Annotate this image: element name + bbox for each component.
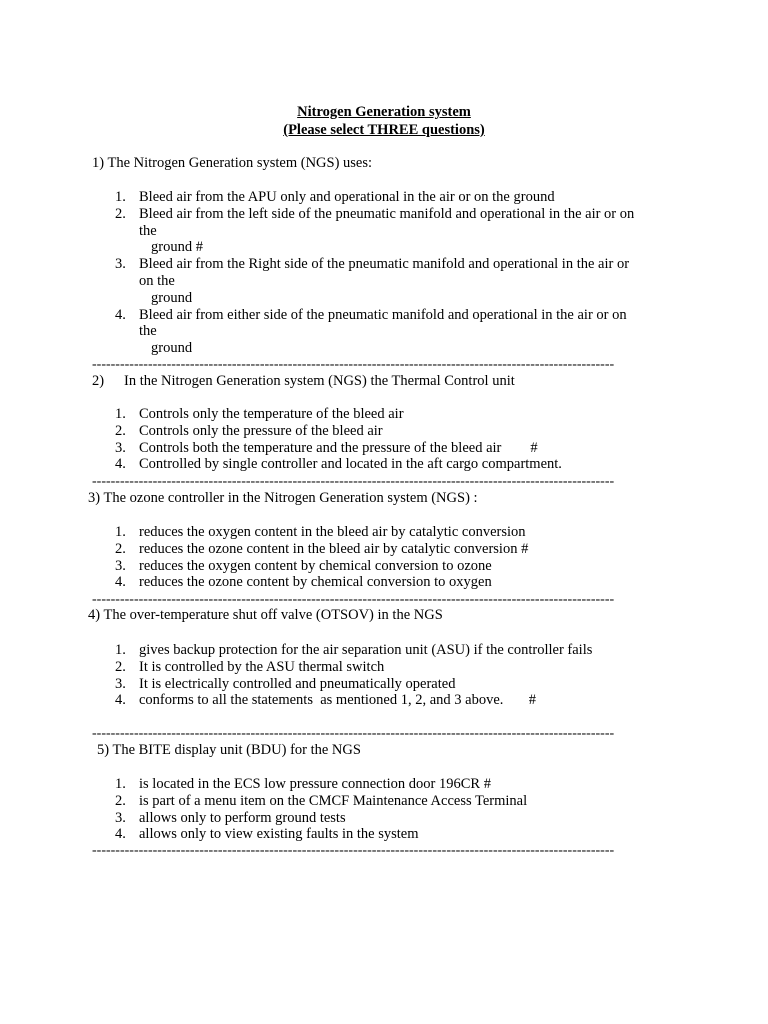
option-number: 4. <box>115 456 126 473</box>
option-text-continued: ground <box>151 340 193 357</box>
option-item <box>115 558 675 575</box>
question-4-heading <box>88 607 443 624</box>
option-number: 4. <box>115 306 126 323</box>
option-text: reduces the ozone content in the bleed air by catalytic conversion # <box>139 540 529 557</box>
option-text: Controls only the pressure of the bleed air <box>139 422 383 439</box>
option-number: 1. <box>115 524 126 540</box>
option-text-continued: the <box>139 323 157 340</box>
option-item <box>115 206 675 256</box>
question-2-options <box>115 406 675 473</box>
option-item <box>115 256 675 306</box>
option-number: 3. <box>115 809 126 826</box>
divider: ---------------------------------------------------------------------------------------------------------------- <box>92 477 615 487</box>
option-item <box>115 642 675 659</box>
option-text-continued: ground # <box>151 239 203 256</box>
option-item <box>115 440 675 457</box>
option-text: Controlled by single controller and located in the aft cargo compartment. <box>139 456 562 473</box>
option-item <box>115 692 675 709</box>
option-item <box>115 189 675 206</box>
option-number: 1. <box>115 642 126 658</box>
option-text: Bleed air from either side of the pneumatic manifold and operational in the air or on <box>139 306 627 323</box>
option-item <box>115 456 675 473</box>
question-text: The over-temperature shut off valve (OTSOV) in the NGS <box>103 607 443 623</box>
option-text: Bleed air from the left side of the pneumatic manifold and operational in the air or on <box>139 205 635 222</box>
option-number: 2. <box>115 205 126 222</box>
option-item <box>115 307 675 357</box>
option-text: is located in the ECS low pressure connection door 196CR # <box>139 776 491 792</box>
option-item <box>115 659 675 676</box>
question-number: 3) <box>88 490 101 506</box>
option-item <box>115 676 675 693</box>
option-number: 3. <box>115 675 126 692</box>
question-1-heading <box>92 155 372 172</box>
option-number: 4. <box>115 574 126 591</box>
question-1-options <box>115 189 675 357</box>
option-text: reduces the oxygen content by chemical conversion to ozone <box>139 557 492 574</box>
option-item <box>115 810 675 827</box>
option-text: allows only to perform ground tests <box>139 809 346 826</box>
question-text: The ozone controller in the Nitrogen Generation system (NGS) : <box>103 490 478 506</box>
question-text: In the Nitrogen Generation system (NGS) the Thermal Control unit <box>124 373 515 389</box>
option-text: Bleed air from the APU only and operational in the air or on the ground <box>139 189 555 205</box>
option-text: reduces the ozone content by chemical conversion to oxygen <box>139 574 492 591</box>
option-text: reduces the oxygen content in the bleed air by catalytic conversion <box>139 524 526 540</box>
option-item <box>115 541 675 558</box>
question-number: 5) <box>97 742 110 758</box>
option-text: It is electrically controlled and pneumatically operated <box>139 675 456 692</box>
question-3-options <box>115 524 675 591</box>
question-text: The Nitrogen Generation system (NGS) uses: <box>107 155 373 171</box>
option-item <box>115 826 675 843</box>
option-item <box>115 574 675 591</box>
question-2-heading <box>92 373 515 390</box>
question-text: The BITE display unit (BDU) for the NGS <box>112 742 361 758</box>
option-number: 3. <box>115 557 126 574</box>
option-text: It is controlled by the ASU thermal switch <box>139 658 385 675</box>
option-number: 2. <box>115 422 126 439</box>
option-number: 2. <box>115 540 126 557</box>
divider: ---------------------------------------------------------------------------------------------------------------- <box>92 360 615 370</box>
option-text: gives backup protection for the air separation unit (ASU) if the controller fails <box>139 642 593 658</box>
option-number: 4. <box>115 692 126 709</box>
question-5-options <box>115 776 675 843</box>
option-item <box>115 406 675 423</box>
divider: ---------------------------------------------------------------------------------------------------------------- <box>92 729 615 739</box>
question-4-options <box>115 642 675 709</box>
option-text-continued: on the <box>139 272 175 289</box>
question-number: 1) <box>92 155 105 171</box>
option-text-continued: the <box>139 222 157 239</box>
option-number: 2. <box>115 658 126 675</box>
question-5-heading <box>97 742 361 759</box>
option-number: 3. <box>115 256 126 273</box>
option-item <box>115 793 675 810</box>
option-item <box>115 524 675 541</box>
option-text-continued: ground <box>151 289 193 306</box>
question-number: 2) <box>92 373 105 389</box>
option-text: allows only to view existing faults in the system <box>139 826 419 843</box>
option-item <box>115 776 675 793</box>
option-number: 1. <box>115 776 126 792</box>
option-text: Controls both the temperature and the pressure of the bleed air # <box>139 439 538 456</box>
option-text: conforms to all the statements as mentioned 1, 2, and 3 above. # <box>139 692 537 709</box>
option-number: 1. <box>115 406 126 422</box>
option-number: 2. <box>115 792 126 809</box>
divider: ---------------------------------------------------------------------------------------------------------------- <box>92 846 615 856</box>
option-text: Bleed air from the Right side of the pneumatic manifold and operational in the air or <box>139 256 630 273</box>
question-number: 4) <box>88 607 101 623</box>
option-text: Controls only the temperature of the bleed air <box>139 406 404 422</box>
option-item <box>115 423 675 440</box>
option-number: 1. <box>115 189 126 205</box>
option-number: 3. <box>115 439 126 456</box>
divider: ---------------------------------------------------------------------------------------------------------------- <box>92 595 615 605</box>
option-number: 4. <box>115 826 126 843</box>
page-subtitle: (Please select THREE questions) <box>283 122 485 138</box>
option-text: is part of a menu item on the CMCF Maintenance Access Terminal <box>139 792 528 809</box>
question-3-heading <box>88 490 478 507</box>
page-title: Nitrogen Generation system <box>297 104 471 120</box>
